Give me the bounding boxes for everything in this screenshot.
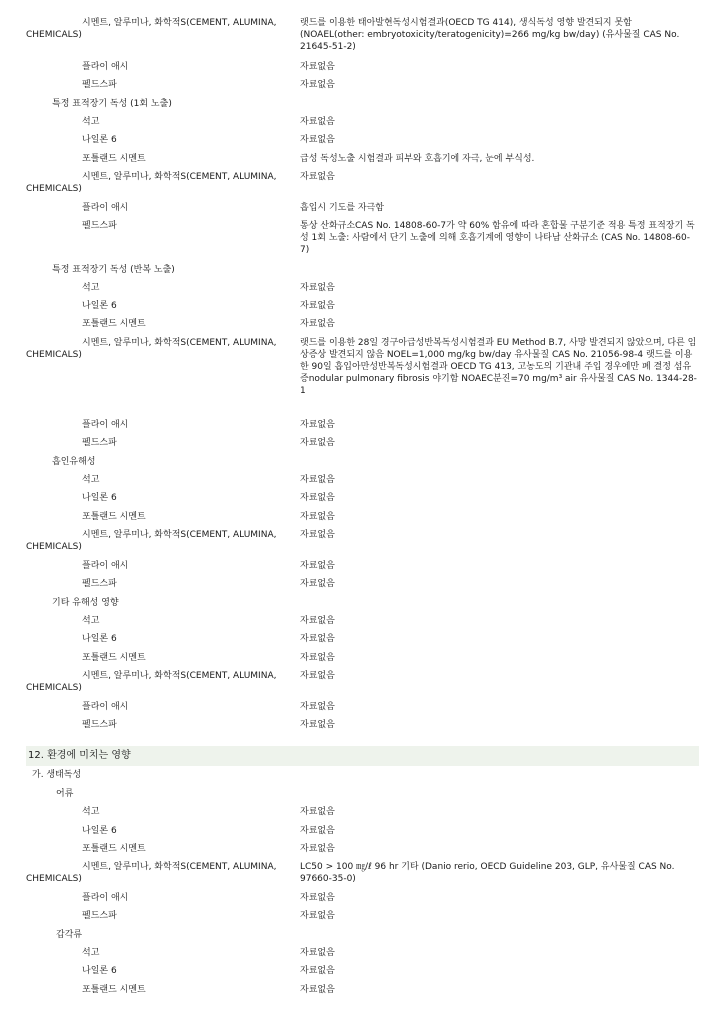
row-name: 플라이 애시: [82, 893, 129, 903]
row-name: 펠드스파: [82, 911, 117, 921]
stot-single-heading: 특정 표적장기 독성 (1회 노출): [52, 99, 172, 109]
row-name: 플라이 애시: [82, 203, 129, 213]
row-value: 자료없음: [300, 420, 335, 430]
row-name: 석고: [82, 475, 100, 485]
row-value: 자료없음: [300, 319, 335, 329]
chem-name-cont: CHEMICALS): [26, 350, 82, 360]
row-value: 자료없음: [300, 634, 335, 644]
row-name: 펠드스파: [82, 80, 117, 90]
other-effects-heading: 기타 유해성 영향: [52, 598, 119, 608]
row-name: 펠드스파: [82, 221, 117, 231]
chem-name-cont: CHEMICALS): [26, 542, 82, 552]
row-name: 석고: [82, 283, 100, 293]
row-name: 석고: [82, 117, 100, 127]
row-value: 자료없음: [300, 80, 335, 90]
row-value: 자료없음: [300, 985, 335, 995]
row-name: 시멘트, 알루미나, 화학적S(CEMENT, ALUMINA,: [82, 862, 277, 872]
row-value: 자료없음: [300, 653, 335, 663]
row-name: 플라이 애시: [82, 561, 129, 571]
row-value: 자료없음: [300, 475, 335, 485]
row-value: 흡입시 기도를 자극함: [300, 203, 384, 213]
row-name: 시멘트, 알루미나, 화학적S(CEMENT, ALUMINA,: [82, 172, 277, 182]
chem-name-cont: CHEMICALS): [26, 184, 82, 194]
row-value: LC50 > 100 ㎎/ℓ 96 hr 기타 (Danio rerio, OECD Guideline 203, GLP, 유사물질 CAS No. 97660-35-0): [300, 862, 675, 884]
row-value: 자료없음: [300, 720, 335, 730]
row-name: 석고: [82, 948, 100, 958]
row-value: 랫드를 이용한 28일 경구아급성반복독성시험결과 EU Method B.7, 사망 발견되지 않았으며, 다른 임상증상 발견되지 않음 NOEL=1,000 mg/kg bw/day 유사물질 CAS No. 21056-98-4 랫드를 이용한 90일 흡입아만성반복독성시험결과 OECD TG 413, 고농도의 기관내 주입 경우에만 폐 결정 섬유증nodular pulmonary fibrosis 야기함 NOAEC분진=70 mg/m³ air 유사물질 CAS No. 1344-28-1: [300, 338, 697, 396]
row-name: 나일론 6: [82, 826, 117, 836]
row-value: 자료없음: [300, 807, 335, 817]
row-value: 자료없음: [300, 117, 335, 127]
row-value: 자료없음: [300, 826, 335, 836]
row-name: 포틀랜드 시멘트: [82, 319, 146, 329]
stot-repeat-heading: 특정 표적장기 독성 (반복 노출): [52, 265, 175, 275]
row-value: 자료없음: [300, 512, 335, 522]
row-name: 포틀랜드 시멘트: [82, 512, 146, 522]
row-value: 자료없음: [300, 493, 335, 503]
row-name: 시멘트, 알루미나, 화학적S(CEMENT, ALUMINA,: [82, 671, 277, 681]
row-name: 포틀랜드 시멘트: [82, 653, 146, 663]
chem-name-cont: CHEMICALS): [26, 30, 82, 40]
row-name: 플라이 애시: [82, 420, 129, 430]
row-value: 자료없음: [300, 62, 335, 72]
row-value: 급성 독성노출 시험결과 피부와 호흡기에 자극, 눈에 부식성.: [300, 154, 535, 164]
row-name: 나일론 6: [82, 493, 117, 503]
row-value: 자료없음: [300, 893, 335, 903]
row-value: 자료없음: [300, 172, 335, 182]
ecotox-subheading: 가. 생태독성: [32, 770, 82, 780]
row-value: 자료없음: [300, 283, 335, 293]
row-value: 자료없음: [300, 530, 335, 540]
row-name: 플라이 애시: [82, 62, 129, 72]
row-name: 펠드스파: [82, 438, 117, 448]
row-name: 나일론 6: [82, 634, 117, 644]
row-name: 플라이 애시: [82, 702, 129, 712]
chem-name-cont: CHEMICALS): [26, 683, 82, 693]
row-name: 포틀랜드 시멘트: [82, 985, 146, 995]
chem-name: 시멘트, 알루미나, 화학적S(CEMENT, ALUMINA,: [82, 18, 277, 28]
row-value: 자료없음: [300, 301, 335, 311]
row-value: 자료없음: [300, 438, 335, 448]
row-value: 자료없음: [300, 671, 335, 681]
row-value: 자료없음: [300, 579, 335, 589]
row-name: 펠드스파: [82, 720, 117, 730]
row-value: 자료없음: [300, 966, 335, 976]
repro-tox-value: 랫드를 이용한 태아발현독성시험결과(OECD TG 414), 생식독성 영향 발견되지 못함 (NOAEL(other: embryotoxicity/teratogenicity)=266 mg/kg bw/day) (유사물질 CAS No. 21645-51-2): [300, 18, 680, 52]
row-name: 시멘트, 알루미나, 화학적S(CEMENT, ALUMINA,: [82, 338, 277, 348]
row-value: 자료없음: [300, 616, 335, 626]
fish-heading: 어류: [56, 789, 74, 799]
row-value: 자료없음: [300, 844, 335, 854]
row-name: 포틀랜드 시멘트: [82, 154, 146, 164]
row-value: 자료없음: [300, 135, 335, 145]
row-name: 석고: [82, 616, 100, 626]
row-value: 자료없음: [300, 948, 335, 958]
row-name: 펠드스파: [82, 579, 117, 589]
aspiration-heading: 흡인유해성: [52, 457, 96, 467]
row-name: 나일론 6: [82, 966, 117, 976]
crustacea-heading: 갑각류: [56, 930, 83, 940]
row-name: 나일론 6: [82, 301, 117, 311]
row-value: 자료없음: [300, 911, 335, 921]
section-12-title: 12. 환경에 미치는 영향: [28, 750, 131, 761]
row-value: 자료없음: [300, 702, 335, 712]
row-name: 포틀랜드 시멘트: [82, 844, 146, 854]
row-name: 나일론 6: [82, 135, 117, 145]
row-value: 자료없음: [300, 561, 335, 571]
chem-name-cont: CHEMICALS): [26, 874, 82, 884]
row-value: 통상 산화규소CAS No. 14808-60-7가 약 60% 함유에 따라 혼합물 구분기준 적용 특정 표적장기 독성 1회 노출: 사람에서 단기 노출에 의해 호흡기계에 영향이 나타남 산화규소 (CAS No. 14808-60-7): [300, 221, 695, 255]
row-name: 석고: [82, 807, 100, 817]
row-name: 시멘트, 알루미나, 화학적S(CEMENT, ALUMINA,: [82, 530, 277, 540]
